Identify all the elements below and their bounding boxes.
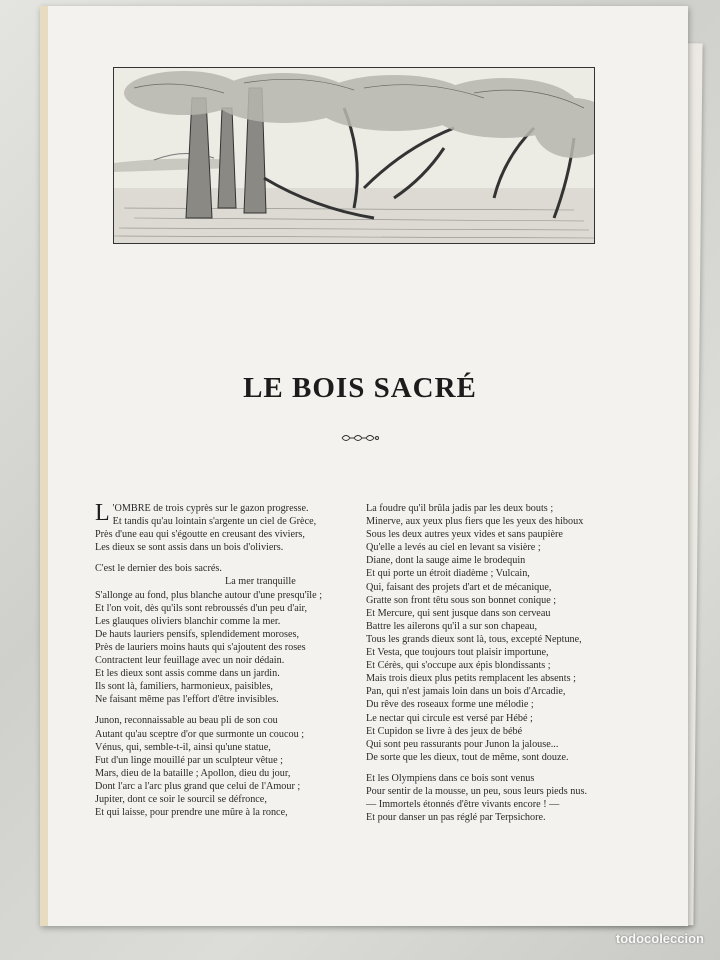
verse-line: Pour sentir de la mousse, un peu, sous leurs pieds nus. <box>366 785 587 797</box>
verse-line: La foudre qu'il brûla jadis par les deux bouts ; <box>366 503 554 514</box>
verse-line: Ne faisant même pas l'effort d'être invisibles. <box>95 694 279 706</box>
verse-line: Jupiter, dont ce soir le sourcil se défronce, <box>95 793 267 805</box>
verse-line: Et Vesta, que toujours tout plaisir importune, <box>366 647 549 659</box>
verse-line: C'est le dernier des bois sacrés. <box>95 563 222 575</box>
verse-line: S'allonge au fond, plus blanche autour d'une presqu'île ; <box>95 589 323 601</box>
verse-line: Battre les ailerons qu'il a sur son chapeau, <box>366 620 538 632</box>
watermark-logo: todocoleccion <box>615 931 704 946</box>
olive-grove-engraving <box>114 68 594 243</box>
verse-line: Et tandis qu'au lointain s'argente un ciel de Grèce, <box>112 516 317 528</box>
drop-cap: L <box>95 500 110 526</box>
poem-left-column <box>95 502 345 819</box>
forest-illustration <box>113 67 595 244</box>
verse-line: Diane, dont la sauge aime le brodequin <box>366 555 526 567</box>
verse-line: La mer tranquille <box>225 576 296 588</box>
ornament-divider <box>340 432 380 444</box>
verse-line: Les dieux se sont assis dans un bois d'oliviers. <box>95 542 284 554</box>
verse-line: 'OMBRE de trois cyprès sur le gazon progresse. <box>112 503 309 514</box>
verse-line: Dont l'arc a l'arc plus grand que celui de l'Amour ; <box>95 780 301 792</box>
poem-title: LE BOIS SACRÉ <box>243 372 477 404</box>
poem-right-column <box>366 502 616 824</box>
verse-line: Et Cupidon se livre à des jeux de bébé <box>366 725 523 737</box>
verse-line: — Immortels étonnés d'être vivants encore ! — <box>366 799 560 811</box>
verse-line: Les glauques oliviers blanchir comme la mer. <box>95 615 281 627</box>
verse-line: Et Mercure, qui sent jusque dans son cerveau <box>366 607 551 619</box>
verse-line: Autant qu'au sceptre d'or que surmonte un coucou ; <box>95 728 305 740</box>
stanza <box>366 772 616 824</box>
verse-line: Et pour danser un pas réglé par Terpsichore. <box>366 812 546 824</box>
verse-line: Minerve, aux yeux plus fiers que les yeux des hiboux <box>366 516 584 528</box>
verse-line: Mars, dieu de la bataille ; Apollon, dieu du jour, <box>95 767 291 779</box>
stanza <box>366 502 616 764</box>
verse-line: Ils sont là, familiers, harmonieux, paisibles, <box>95 681 273 693</box>
verse-line: Et les Olympiens dans ce bois sont venus <box>366 772 535 784</box>
verse-line: De hauts lauriers pensifs, splendidement moroses, <box>95 628 299 640</box>
verse-line: Fut d'un linge mouillé par un sculpteur vêtue ; <box>95 754 284 766</box>
stanza <box>95 502 345 554</box>
verse-line: De sorte que les dieux, tout de même, sont douze. <box>366 751 569 763</box>
verse-line: Vénus, qui, semble-t-il, ainsi qu'une statue, <box>95 741 271 753</box>
verse-line: Du rêve des roseaux forme une mélodie ; <box>366 699 534 711</box>
verse-line: Mais trois dieux plus petits remplacent les absents ; <box>366 673 576 685</box>
verse-line: Et l'on voit, dès qu'ils sont rebroussés d'un peu d'air, <box>95 602 308 614</box>
verse-line: Junon, reconnaissable au beau pli de son cou <box>95 715 278 727</box>
stanza <box>95 714 345 819</box>
verse-line: Près d'une eau qui s'égoutte en creusant des viviers, <box>95 529 305 541</box>
verse-line: Le nectar qui circule est versé par Hébé ; <box>366 712 533 724</box>
verse-line: Près de lauriers moins hauts qui s'ajoutent des roses <box>95 641 306 653</box>
verse-line: Et qui laisse, pour prendre une mûre à la ronce, <box>95 807 288 819</box>
verse-line: Qui, faisant des projets d'art et de mécanique, <box>366 581 552 593</box>
verse-line: Sous les deux autres yeux vides et sans paupière <box>366 529 563 541</box>
verse-line: Et qui porte un étroit diadème ; Vulcain, <box>366 568 530 580</box>
verse-line: Et Cérès, qui s'occupe aux épis blondissants ; <box>366 660 551 672</box>
verse-line: Pan, qui n'est jamais loin dans un bois d'Arcadie, <box>366 686 566 698</box>
verse-line: Qu'elle a levés au ciel en levant sa visière ; <box>366 542 541 554</box>
verse-line: Tous les grands dieux sont là, tous, excepté Neptune, <box>366 633 582 645</box>
verse-line: Qui sont peu rassurants pour Junon la jalouse... <box>366 738 559 750</box>
verse-line: Contractent leur feuillage avec un noir dédain. <box>95 655 285 667</box>
verse-line: Gratte son front têtu sous son bonnet conique ; <box>366 594 557 606</box>
verse-line: Et les dieux sont assis comme dans un jardin. <box>95 668 280 680</box>
stanza <box>95 562 345 706</box>
